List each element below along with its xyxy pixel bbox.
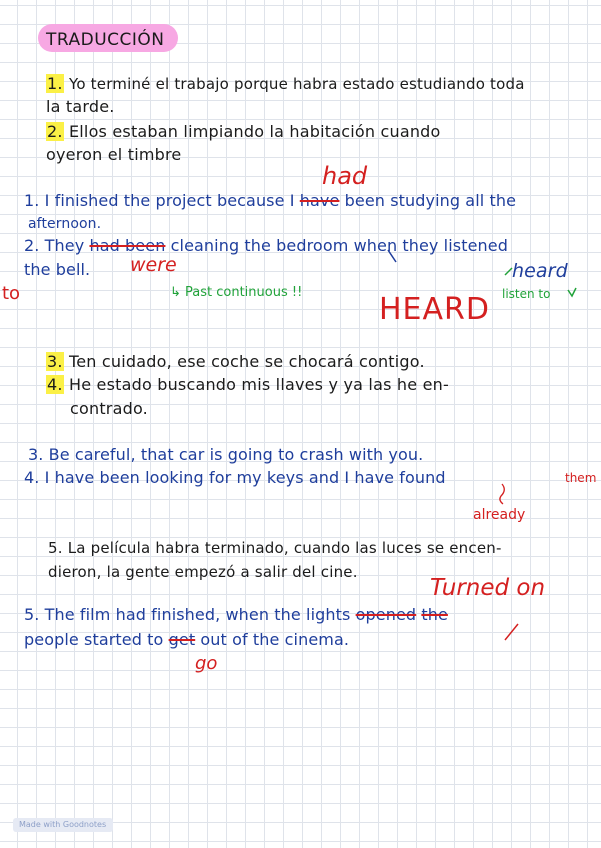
english-sentence-5: [24, 607, 448, 623]
correction-them: them: [565, 471, 597, 485]
english-5-line2-a: people started to: [24, 630, 164, 649]
english-1-part-a: 1. I finished the project because I: [24, 191, 295, 210]
spanish-sentence-3: [46, 354, 425, 370]
correction-had: had: [322, 162, 368, 190]
english-2-part-b: cleaning the bedroom when they listened: [170, 236, 508, 255]
correction-go: go: [195, 653, 218, 674]
number-highlight-4: 4.: [47, 375, 63, 394]
correction-to: to: [2, 283, 21, 304]
english-5-part-a: 5. The film had finished, when the lights: [24, 605, 351, 624]
english-5-line2-b: out of the cinema.: [200, 630, 350, 649]
english-1-line2: afternoon.: [28, 216, 102, 232]
english-1-struck: have: [299, 191, 340, 210]
spanish-sentence-1: [46, 76, 525, 92]
spanish-sentence-4: [46, 377, 449, 393]
insert-arrow: [500, 484, 504, 504]
english-sentence-4: 4. I have been looking for my keys and I have found: [24, 468, 446, 487]
correction-were: were: [130, 254, 177, 276]
spanish-sentence-5: [48, 541, 502, 556]
spanish-5-line1: La película habra terminado, cuando las luces se encen-: [67, 539, 502, 557]
english-2-struck: had been: [89, 236, 166, 255]
correction-heard-small: heard: [512, 260, 568, 282]
note-past-continuous: ↳ Past continuous !!: [170, 285, 303, 300]
spanish-sentence-2: [46, 124, 441, 140]
english-sentence-3: 3. Be careful, that car is going to crash with you.: [28, 445, 424, 464]
correction-turned-on: Turned on: [430, 575, 546, 601]
number-highlight-3: 3.: [47, 352, 63, 371]
english-2-line2: the bell.: [24, 260, 91, 279]
number-highlight-2: 2.: [47, 122, 63, 141]
check-mark: [505, 268, 512, 275]
note-listen-to: listen to: [502, 287, 551, 301]
english-5-struck: opened: [355, 605, 417, 624]
spanish-5-num: 5.: [48, 539, 63, 557]
spanish-2-line1: Ellos estaban limpiando la habitación cuando: [68, 122, 441, 141]
english-5-struck-2: the: [421, 605, 448, 624]
correction-heard-big: HEARD: [379, 292, 490, 327]
english-sentence-1: [24, 193, 516, 209]
number-highlight-1: 1.: [47, 74, 63, 93]
green-tick-icon: [568, 288, 576, 296]
spanish-2-line2: oyeron el timbre: [46, 145, 182, 164]
spanish-4-line2: contrado.: [70, 399, 148, 418]
spanish-4-line1: He estado buscando mis llaves y ya las he en-: [68, 375, 449, 394]
correction-already: already: [473, 507, 526, 523]
english-sentence-2: [24, 238, 508, 254]
spanish-3-line1: Ten cuidado, ese coche se chocará contigo.: [68, 352, 425, 371]
spanish-5-line2: dieron, la gente empezó a salir del cine.: [48, 563, 358, 581]
english-5-line2-struck: get: [168, 630, 196, 649]
page-title: TRADUCCIÓN: [46, 30, 165, 50]
spanish-1-line2: la tarde.: [46, 97, 115, 116]
slash-mark: [505, 624, 518, 640]
english-2-part-a: 2. They: [24, 236, 85, 255]
english-1-part-b: been studying all the: [344, 191, 517, 210]
spanish-1-line1: Yo terminé el trabajo porque habra estado estudiando toda: [68, 75, 525, 93]
goodnotes-watermark: Made with Goodnotes: [13, 818, 113, 832]
english-sentence-5-line2: [24, 632, 349, 648]
